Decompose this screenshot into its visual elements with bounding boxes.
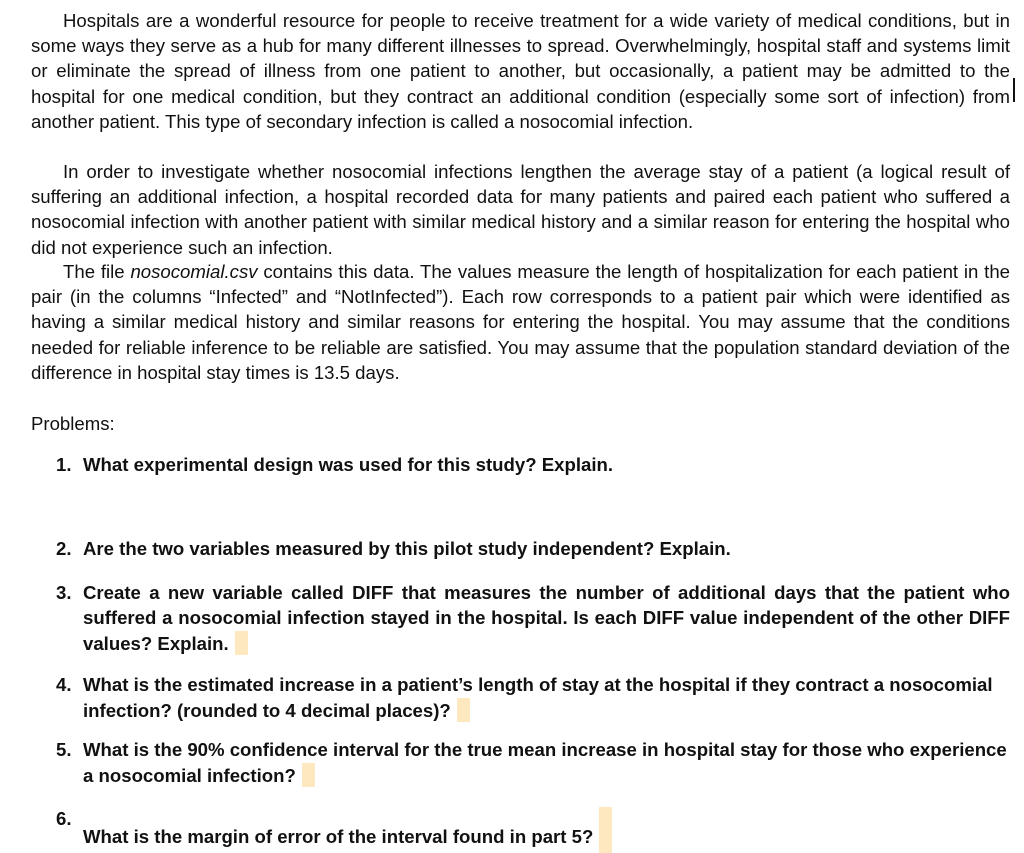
file-name: nosocomial.csv <box>130 261 258 282</box>
question-number: 2. <box>56 538 72 559</box>
problems-heading: Problems: <box>31 413 115 434</box>
p3-text-after: contains this data. The values measure the length of hospitalization for each patient in the pair (in the columns “Infected” and “NotInfected”). Each row corresponds to a patient pair which were identified as having a similar medical history and similar reasons for entering the hospital. You may assume that the conditions needed for reliable inference to be reliable are satisfied. You may assume that the population standard deviation of the difference in hospital stay times is 13.5 days. <box>31 261 1011 383</box>
text-cursor <box>1013 78 1015 102</box>
answer-field-6[interactable] <box>599 807 612 853</box>
question-number: 1. <box>56 454 72 475</box>
question-number: 6. <box>56 808 72 829</box>
intro-paragraph-1: Hospitals are a wonderful resource for people to receive treatment for a wide variety of medical conditions, but in some ways they serve as a hub for many different illnesses to spread. Overwhelmingly, hospital staff and systems limit or eliminate the spread of illness from one patient to another, but occasionally, a patient may be admitted to the hospital for one medical condition, but they contract an additional condition (especially some sort of infection) from another patient. This type of secondary infection is called a nosocomial infection. <box>31 10 1010 132</box>
question-4 <box>56 673 1010 724</box>
question-text: What is the 90% confidence interval for the true mean increase in hospital stay for those who experience a nosocomial infection? <box>83 739 1007 786</box>
question-5 <box>56 738 1010 789</box>
question-text: What is the estimated increase in a patient’s length of stay at the hospital if they contract a nosocomial infection? (rounded to 4 decimal places)? <box>83 674 993 721</box>
question-number: 5. <box>56 739 72 760</box>
question-6 <box>56 807 1010 853</box>
answer-field-3[interactable] <box>235 631 248 655</box>
question-number: 4. <box>56 674 72 695</box>
question-1 <box>56 453 1010 478</box>
question-text: What experimental design was used for this study? Explain. <box>83 454 614 475</box>
question-2 <box>56 537 1010 562</box>
answer-field-4[interactable] <box>457 698 470 722</box>
question-3 <box>56 581 1010 656</box>
question-number: 3. <box>56 582 72 603</box>
question-text: Create a new variable called DIFF that measures the number of additional days that the patient who suffered a nosocomial infection stayed in the hospital. Is each DIFF value independent of the other DIFF values? Explain. <box>83 582 1010 654</box>
intro-paragraph-3 <box>31 259 1010 385</box>
question-text: Are the two variables measured by this pilot study independent? Explain. <box>83 538 731 559</box>
question-text: What is the margin of error of the interval found in part 5? <box>83 826 594 847</box>
intro-paragraph-2: In order to investigate whether nosocomial infections lengthen the average stay of a patient (a logical result of suffering an additional infection, a hospital recorded data for many patients and paired each patient who suffered a nosocomial infection with another patient with similar medical history and a similar reason for entering the hospital who did not experience such an infection. <box>31 161 1010 258</box>
p3-text-before: The file <box>63 261 131 282</box>
answer-field-5[interactable] <box>302 763 315 787</box>
